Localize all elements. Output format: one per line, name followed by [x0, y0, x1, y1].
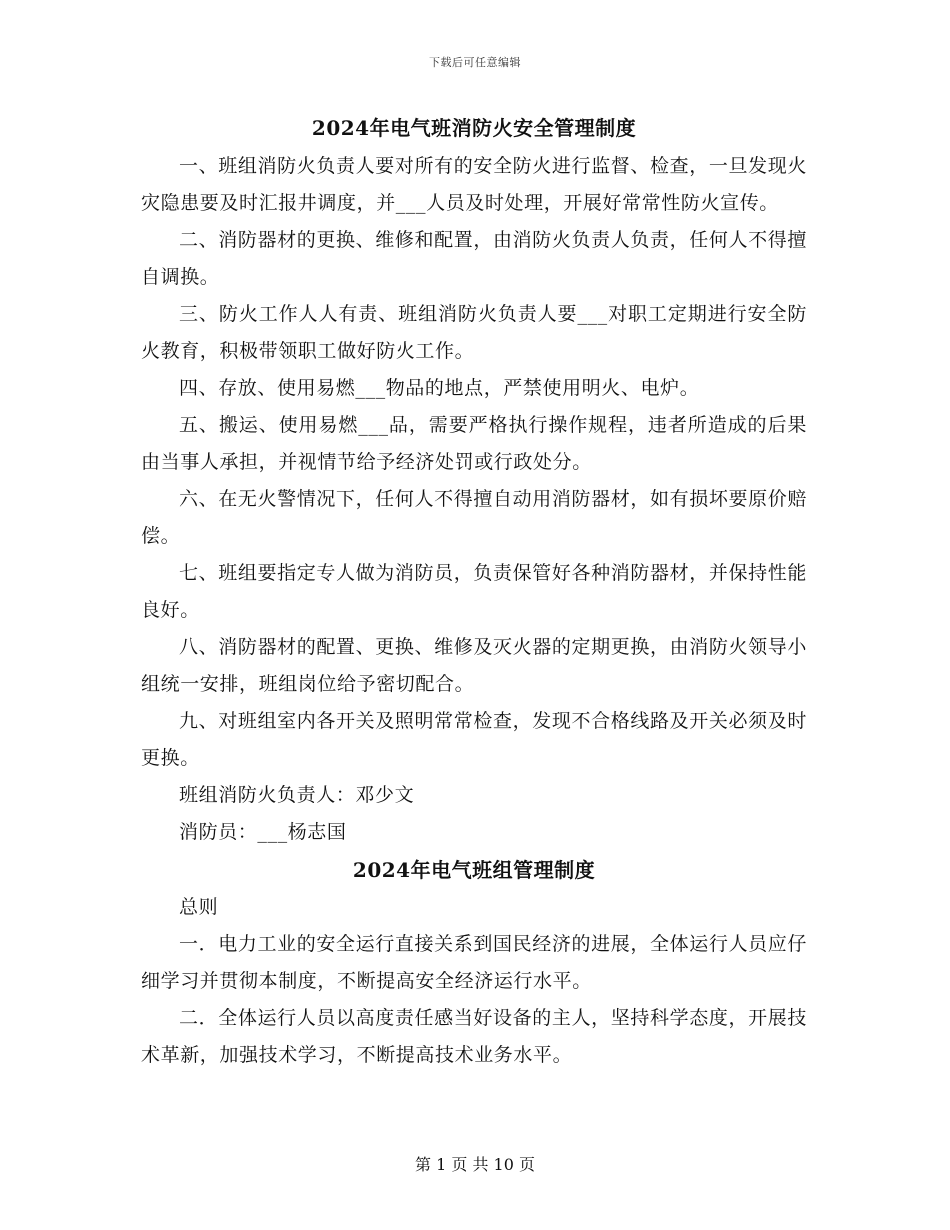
section1-paragraph-8: 八、消防器材的配置、更换、维修及灭火器的定期更换，由消防火领导小组统一安排，班组岗位给予密切配合。: [141, 636, 807, 695]
section2-paragraph-1: 一．电力工业的安全运行直接关系到国民经济的进展，全体运行人员应仔细学习并贯彻本制度，不断提高安全经济运行水平。: [141, 933, 807, 992]
firefighter-name: 消防员：___杨志国: [179, 821, 347, 843]
section1-paragraph-7: 七、班组要指定专人做为消防员，负责保管好各种消防器材，并保持性能良好。: [141, 562, 807, 621]
section2-paragraph-2: 二．全体运行人员以高度责任感当好设备的主人，坚持科学态度，开展技术革新，加强技术学习，不断提高技术业务水平。: [141, 1007, 807, 1066]
section1-paragraph-2: 二、消防器材的更换、维修和配置，由消防火负责人负责，任何人不得擅自调换。: [141, 229, 807, 288]
section1-title: 2024年电气班消防火安全管理制度: [311, 116, 637, 140]
section1-paragraph-4: 四、存放、使用易燃___物品的地点，严禁使用明火、电炉。: [179, 377, 700, 399]
section2-general-heading: 总则: [179, 896, 219, 918]
header-note: 下载后可任意编辑: [429, 56, 521, 69]
section1-paragraph-5: 五、搬运、使用易燃___品，需要严格执行操作规程，违者所造成的后果由当事人承担，并视情节给予经济处罚或行政处分。: [141, 414, 807, 473]
page-footer: 第 1 页 共 10 页: [415, 1155, 535, 1174]
section1-paragraph-3: 三、防火工作人人有责、班组消防火负责人要___对职工定期进行安全防火教育，积极带领职工做好防火工作。: [141, 303, 807, 362]
document-content: [141, 108, 807, 1074]
fire-safety-officer: 班组消防火负责人：邓少文: [179, 784, 415, 806]
section1-paragraph-9: 九、对班组室内各开关及照明常常检查，发现不合格线路及开关必须及时更换。: [141, 710, 807, 769]
section1-paragraph-1: 一、班组消防火负责人要对所有的安全防火进行监督、检查，一旦发现火灾隐患要及时汇报井调度，并___人员及时处理，开展好常常性防火宣传。: [141, 155, 807, 214]
section2-title: 2024年电气班组管理制度: [352, 858, 596, 882]
section1-paragraph-6: 六、在无火警情况下，任何人不得擅自动用消防器材，如有损坏要原价赔偿。: [141, 488, 807, 547]
